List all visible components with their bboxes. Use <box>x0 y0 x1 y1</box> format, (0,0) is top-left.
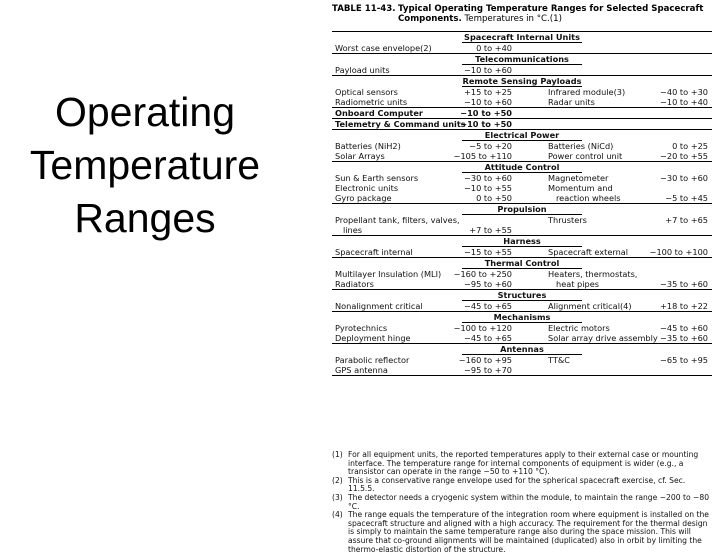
component-name <box>335 43 432 53</box>
component-name <box>335 108 423 118</box>
temperature-range: −40 to +30 <box>660 87 708 97</box>
component-name <box>335 365 388 375</box>
component-name-line-2: lines <box>343 225 363 235</box>
component-name <box>335 301 423 311</box>
footnote-number: (4) <box>332 510 343 520</box>
component-name-line-1: Propellant tank, filters, valves, <box>335 215 460 225</box>
component-name: heat pipes <box>556 279 600 289</box>
table-row <box>332 87 712 97</box>
temperature-range: −35 to +60 <box>660 333 708 343</box>
table-section <box>332 75 712 107</box>
table-section <box>332 118 712 129</box>
component-name: Power control unit <box>548 151 623 161</box>
component-name: Infrared module(3) <box>548 87 626 97</box>
temperature-range: −100 to +120 <box>453 323 512 333</box>
temperature-range: −65 to +95 <box>660 355 708 365</box>
component-name-line-1: Worst case envelope(2) <box>335 43 432 53</box>
temperature-range: −10 to +60 <box>464 97 512 107</box>
component-name <box>335 151 385 161</box>
component-name: Thrusters <box>548 215 587 225</box>
component-name-line-1: Spacecraft internal <box>335 247 413 257</box>
component-name: Batteries (NiCd) <box>548 141 614 151</box>
table-section <box>332 129 712 161</box>
component-name <box>335 247 413 257</box>
table-caption <box>332 4 712 24</box>
component-name: Radar units <box>548 97 595 107</box>
table-row <box>332 279 712 289</box>
footnote-number: (1) <box>332 450 343 459</box>
temperature-range: −5 to +45 <box>665 193 708 203</box>
section-title: Propulsion <box>462 204 582 215</box>
slide-title-line-1: Operating <box>54 89 236 135</box>
table-row <box>332 65 712 75</box>
temperature-range: −30 to +60 <box>660 173 708 183</box>
footnote-text: The detector needs a cryogenic system within the module, to maintain the range −200 to −80 °C. <box>348 492 710 511</box>
table-row <box>332 333 712 343</box>
component-name-line-1: Parabolic reflector <box>335 355 410 365</box>
component-name: Heaters, thermostats, <box>548 269 638 279</box>
table-section <box>332 107 712 118</box>
component-name-line-1: Deployment hinge <box>335 333 411 343</box>
component-name <box>335 269 441 279</box>
slide-title-line-3: Ranges <box>74 195 216 241</box>
table-number: TABLE 11-43. <box>332 4 396 14</box>
table-row <box>332 247 712 257</box>
temperature-range: −30 to +60 <box>464 173 512 183</box>
table-row <box>332 43 712 53</box>
table-section <box>332 289 712 311</box>
component-name-line-1: Batteries (NiH2) <box>335 141 401 151</box>
component-name <box>335 355 409 365</box>
component-name-line-1: Telemetry & Command units <box>335 119 466 129</box>
temperature-range: −95 to +70 <box>464 365 512 375</box>
table-section <box>332 32 712 53</box>
footnote-number: (2) <box>332 475 343 485</box>
component-name: Solar array drive assembly <box>548 333 658 343</box>
footnote <box>332 494 714 511</box>
section-title: Thermal Control <box>462 258 582 269</box>
table-caption-units: Temperatures in °C.(1) <box>464 14 562 24</box>
table-row <box>332 215 712 235</box>
table-row <box>332 323 712 333</box>
temperature-range: −45 to +65 <box>464 333 512 343</box>
table-row <box>332 183 712 193</box>
temperature-range: +15 to +25 <box>464 87 512 97</box>
temperature-range: −20 to +55 <box>660 151 708 161</box>
component-name <box>335 323 387 333</box>
table-section <box>332 311 712 343</box>
section-title: Remote Sensing Payloads <box>462 76 582 86</box>
table-row <box>332 355 712 365</box>
footnote <box>332 511 714 554</box>
component-name: Momentum and <box>548 183 613 193</box>
table-section <box>332 343 712 375</box>
component-name <box>335 65 390 75</box>
component-name-line-1: Payload units <box>335 65 390 75</box>
temperature-range: −45 to +60 <box>660 323 708 333</box>
temperature-range: −45 to +65 <box>464 301 512 311</box>
temperature-range: −15 to +55 <box>464 247 512 257</box>
section-title: Structures <box>462 290 582 301</box>
temperature-range: −5 to +20 <box>469 141 512 151</box>
component-name-line-1: Electronic units <box>335 183 399 193</box>
section-title: Attitude Control <box>462 162 582 173</box>
table-row <box>332 141 712 151</box>
footnote-text: This is a conservative range envelope used for the spherical spacecraft exercise, cf. Sec. 11.5.5. <box>348 475 686 494</box>
temperature-range: −100 to +100 <box>649 247 708 257</box>
table-caption-text <box>398 4 708 24</box>
temperature-range: −10 to +60 <box>464 65 512 75</box>
component-name: TT&C <box>548 355 570 365</box>
component-name-line-1: Radiators <box>335 279 374 289</box>
temperature-range: 0 to +25 <box>672 141 708 151</box>
component-name <box>335 215 460 235</box>
table-caption-bold: Typical Operating Temperature Ranges for Selected Spacecraft Components. <box>398 4 704 24</box>
component-name <box>335 333 411 343</box>
section-title: Electrical Power <box>462 130 582 141</box>
table-row <box>332 173 712 183</box>
component-name <box>335 183 398 193</box>
footnote-number: (3) <box>332 492 343 502</box>
component-name <box>335 173 418 183</box>
component-name <box>335 87 398 97</box>
section-title: Harness <box>462 236 582 247</box>
temperature-range: −95 to +60 <box>464 279 512 289</box>
table-row <box>332 119 712 129</box>
table-row <box>332 269 712 279</box>
table-section <box>332 235 712 257</box>
component-name-line-1: Nonalignment critical <box>335 301 423 311</box>
footnote <box>332 451 714 477</box>
component-name: reaction wheels <box>556 193 621 203</box>
footnote-text: The range equals the temperature of the integration room where equipment is installed on the spacecraft structure and aligned with a high accuracy. The requirement for the thermal design is simply to maintain the same temperature range also during the space mission. This will assure that co-ground alignments will be maintained (duplicated) also in orbit by limiting the thermo-elastic distortion of the structure. <box>348 510 709 554</box>
component-name <box>335 141 401 151</box>
temperature-range: +18 to +22 <box>660 301 708 311</box>
temperature-range: −10 to +55 <box>464 183 512 193</box>
component-name-line-1: Gyro package <box>335 193 392 203</box>
table-row <box>332 193 712 203</box>
table-footnotes <box>332 451 714 554</box>
temperature-range: −160 to +95 <box>458 355 512 365</box>
component-name-line-1: Radiometric units <box>335 97 408 107</box>
temperature-range: −160 to +250 <box>453 269 512 279</box>
temperature-range: 0 to +50 <box>476 193 512 203</box>
table-row <box>332 151 712 161</box>
component-name: Electric motors <box>548 323 610 333</box>
component-name: Magnetometer <box>548 173 609 183</box>
temperature-range: +7 to +55 <box>469 225 512 235</box>
section-title: Telecommunications <box>462 54 582 65</box>
temperature-range: −105 to +110 <box>453 151 512 161</box>
component-name-line-1: GPS antenna <box>335 365 388 375</box>
component-name-line-1: Optical sensors <box>335 87 398 97</box>
temperature-range: −10 to +50 <box>460 119 512 129</box>
slide-title <box>10 86 280 245</box>
component-name: Spacecraft external <box>548 247 629 257</box>
table-section <box>332 53 712 75</box>
component-name: Alignment critical(4) <box>548 301 632 311</box>
component-name <box>335 97 407 107</box>
section-title: Mechanisms <box>462 312 582 323</box>
table-section <box>332 203 712 235</box>
table-section <box>332 161 712 203</box>
temperature-range: −35 to +60 <box>660 279 708 289</box>
temperature-range: 0 to +40 <box>476 43 512 53</box>
table-row <box>332 301 712 311</box>
component-name-line-1: Sun & Earth sensors <box>335 173 419 183</box>
table-section <box>332 257 712 289</box>
footnote-text: For all equipment units, the reported temperatures apply to their external case or mounting interface. The temperature range for internal components of equipment is wider (e.g., a transistor can operate in the range −50 to +110 °C). <box>348 450 699 477</box>
temperature-range: −10 to +40 <box>660 97 708 107</box>
component-name <box>335 279 374 289</box>
component-name-line-1: Onboard Computer <box>335 108 423 118</box>
temperature-table <box>332 31 712 376</box>
table-row <box>332 108 712 118</box>
component-name-line-1: Pyrotechnics <box>335 323 388 333</box>
table-row <box>332 365 712 375</box>
footnote <box>332 477 714 494</box>
temperature-range: −10 to +50 <box>460 108 512 118</box>
temperature-range: +7 to +65 <box>665 215 708 225</box>
component-name-line-1: Multilayer Insulation (MLI) <box>335 269 442 279</box>
slide-title-line-2: Temperature <box>29 142 261 188</box>
section-title: Antennas <box>462 344 582 355</box>
table-row <box>332 97 712 107</box>
component-name <box>335 193 392 203</box>
section-title: Spacecraft Internal Units <box>462 32 582 43</box>
component-name-line-1: Solar Arrays <box>335 151 385 161</box>
